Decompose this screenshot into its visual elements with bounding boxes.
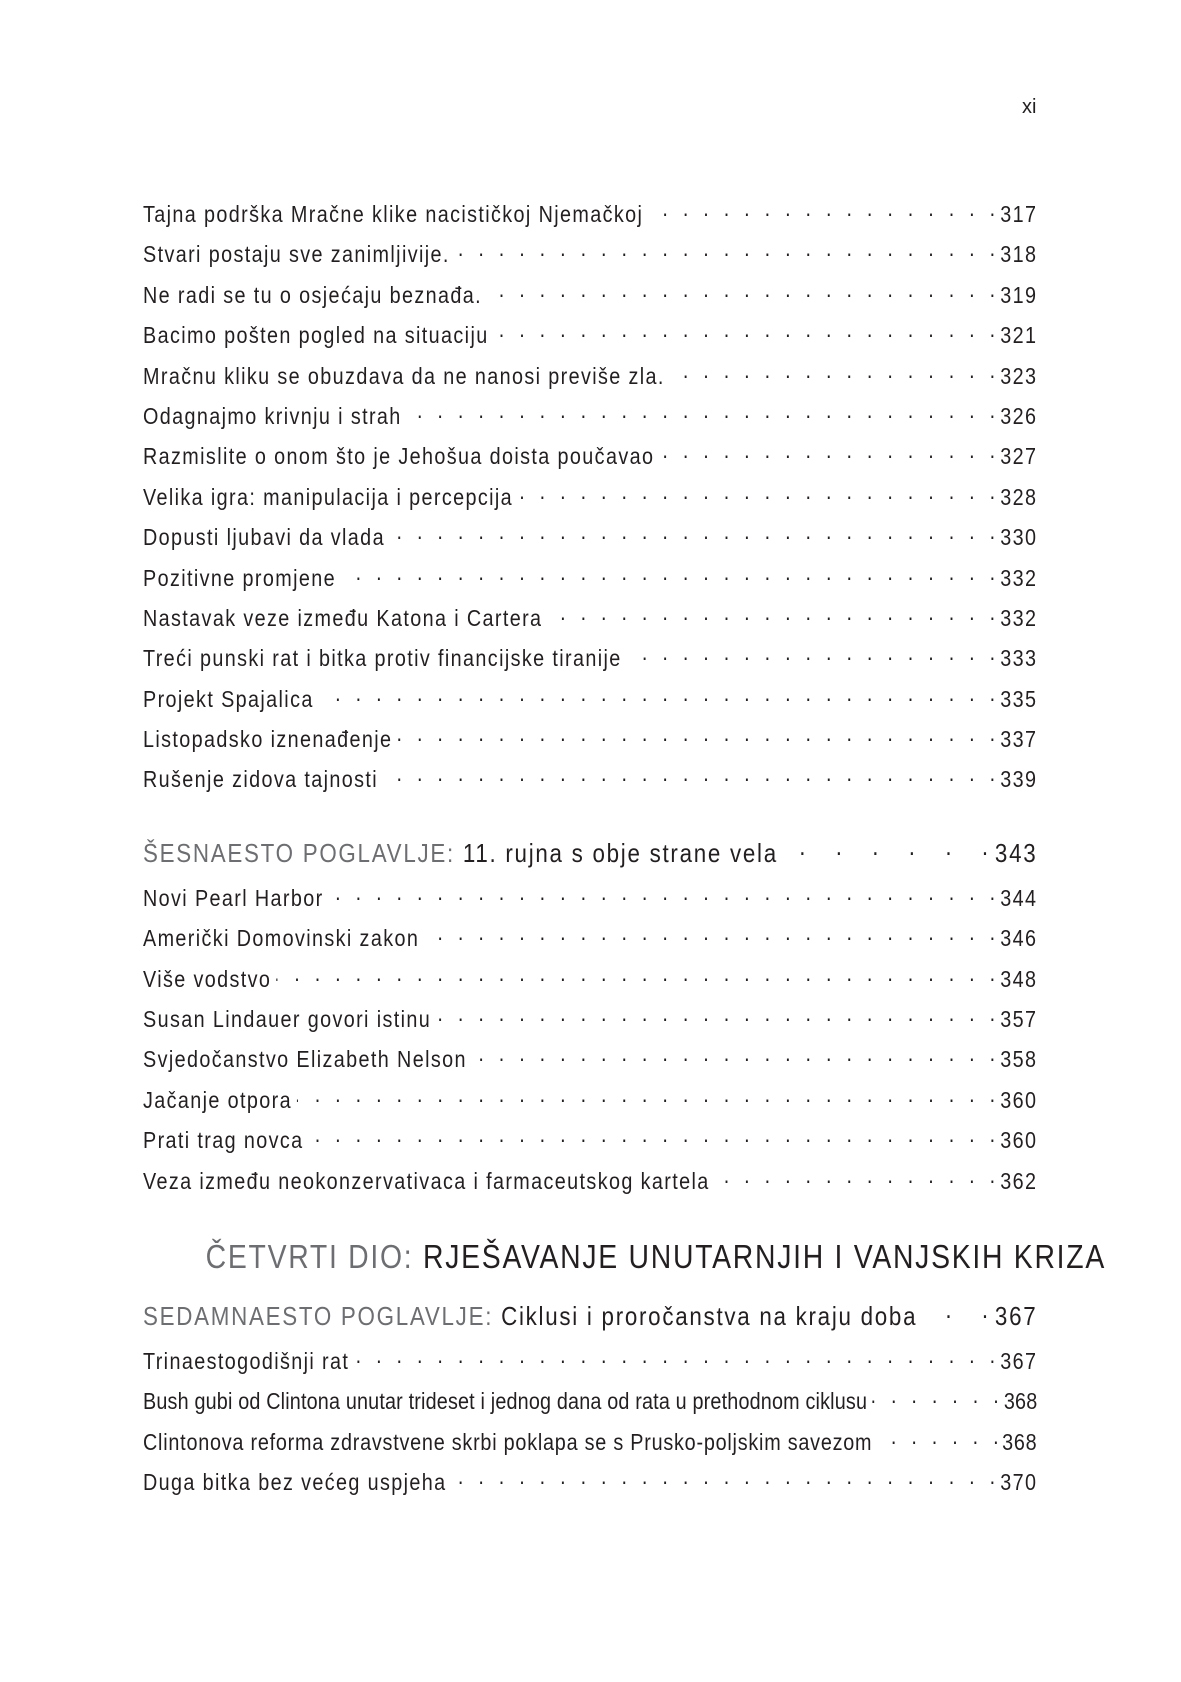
toc-entry-page: 328 bbox=[1000, 483, 1038, 510]
toc-entry-page: 326 bbox=[1000, 402, 1038, 429]
chapter-17-entries bbox=[143, 1342, 1038, 1504]
toc-entry[interactable] bbox=[143, 960, 1037, 1000]
toc-entry-title: Listopadsko iznenađenje bbox=[143, 726, 393, 753]
dot-leader bbox=[276, 960, 995, 987]
toc-entry-page: 360 bbox=[1000, 1086, 1038, 1113]
part-4-heading[interactable] bbox=[205, 1237, 1106, 1294]
dot-leader bbox=[398, 720, 996, 747]
dot-leader bbox=[715, 1162, 995, 1189]
toc-entry[interactable] bbox=[143, 235, 1037, 275]
dot-leader bbox=[494, 316, 995, 343]
toc-entry-title: Svjedočanstvo Elizabeth Nelson bbox=[143, 1046, 467, 1073]
toc-entry-page: 335 bbox=[1000, 685, 1038, 712]
toc-entry[interactable] bbox=[143, 1040, 1037, 1080]
toc-entry[interactable] bbox=[143, 1081, 1037, 1121]
toc-entry-title: Projekt Spajalica bbox=[143, 685, 314, 712]
dot-leader bbox=[548, 599, 996, 626]
dot-leader bbox=[627, 639, 995, 666]
dot-leader bbox=[319, 680, 995, 707]
toc-entry-title: Odagnajmo krivnju i strah bbox=[143, 402, 402, 429]
dot-leader bbox=[660, 437, 996, 464]
toc-entry-title: Američki Domovinski zakon bbox=[143, 925, 420, 952]
toc-entry[interactable] bbox=[143, 1121, 1037, 1161]
toc-entry-title: Stvari postaju sve zanimljivije. bbox=[143, 241, 450, 268]
toc-entry-page: 323 bbox=[1000, 362, 1038, 389]
toc-entry[interactable] bbox=[143, 397, 1037, 437]
toc-entry-page: 358 bbox=[1000, 1046, 1038, 1073]
toc-entry-page: 332 bbox=[1000, 604, 1038, 631]
toc-entry-title: Razmislite o onom što je Jehošua doista poučavao bbox=[143, 443, 655, 470]
toc-entry-title: Clintonova reforma zdravstvene skrbi poklapa se s Prusko-poljskim savezom bbox=[143, 1428, 873, 1455]
toc-entry-title: Rušenje zidova tajnosti bbox=[143, 766, 379, 793]
toc-entry-title: Dopusti ljubavi da vlada bbox=[143, 524, 385, 551]
toc-entry[interactable] bbox=[143, 1000, 1037, 1040]
chapter-16-heading[interactable] bbox=[143, 831, 1037, 879]
toc-entry-page: 339 bbox=[1000, 766, 1038, 793]
toc-entry-title: Velika igra: manipulacija i percepcija bbox=[143, 483, 514, 510]
toc-entry[interactable] bbox=[143, 1162, 1037, 1202]
dot-leader bbox=[472, 1040, 995, 1067]
dot-leader bbox=[922, 1294, 989, 1325]
toc-entry[interactable] bbox=[143, 680, 1037, 720]
toc-entry[interactable] bbox=[143, 437, 1037, 477]
toc-entry-title: Novi Pearl Harbor bbox=[143, 884, 324, 911]
dot-leader bbox=[390, 518, 995, 545]
section1-entries bbox=[143, 195, 1038, 801]
dot-leader bbox=[487, 276, 995, 303]
toc-entry[interactable] bbox=[143, 276, 1037, 316]
toc-entry[interactable] bbox=[143, 1382, 1037, 1422]
page-number: xi bbox=[1022, 96, 1037, 118]
dot-leader bbox=[648, 195, 995, 222]
toc-entry-page: 337 bbox=[1000, 726, 1038, 753]
toc-entry-title: Prati trag novca bbox=[143, 1127, 304, 1154]
toc-entry-page: 327 bbox=[1000, 443, 1038, 470]
toc-entry[interactable] bbox=[143, 919, 1037, 959]
dot-leader bbox=[452, 1463, 995, 1490]
dot-leader bbox=[518, 478, 995, 505]
chapter-16-entries bbox=[143, 879, 1038, 1202]
toc-entry-page: 360 bbox=[1000, 1127, 1038, 1154]
toc-entry[interactable] bbox=[143, 1423, 1037, 1463]
toc-entry-page: 367 bbox=[1000, 1347, 1038, 1374]
toc-entry-page: 348 bbox=[1000, 965, 1038, 992]
toc-entry-page: 321 bbox=[1000, 322, 1038, 349]
toc-entry[interactable] bbox=[143, 639, 1037, 679]
dot-leader bbox=[341, 559, 995, 586]
toc-entry-title: Ne radi se tu o osjećaju beznađa. bbox=[143, 281, 483, 308]
toc-entry-title: Bush gubi od Clintona unutar trideset i jednog dana od rata u prethodnom ciklusu bbox=[143, 1388, 868, 1415]
toc-entry-title: Bacimo pošten pogled na situaciju bbox=[143, 322, 489, 349]
toc-entry-page: 368 bbox=[1002, 1428, 1038, 1455]
toc-entry[interactable] bbox=[143, 316, 1037, 356]
chapter-title: Ciklusi i proročanstva na kraju doba bbox=[501, 1300, 918, 1331]
toc-entry-title: Tajna podrška Mračne klike nacističkoj Njemačkoj bbox=[143, 201, 644, 227]
toc-entry[interactable] bbox=[143, 599, 1037, 639]
toc-entry-title: Mračnu kliku se obuzdava da ne nanosi previše zla. bbox=[143, 362, 665, 389]
dot-leader bbox=[329, 879, 995, 906]
chapter-title: 11. rujna s obje strane vela bbox=[462, 837, 778, 868]
toc-entry[interactable] bbox=[143, 720, 1037, 760]
dot-leader bbox=[436, 1000, 995, 1027]
toc-entry-title: Veza između neokonzervativaca i farmaceutskog kartela bbox=[143, 1167, 710, 1194]
toc-entry[interactable] bbox=[143, 559, 1037, 599]
toc-entry[interactable] bbox=[143, 1342, 1037, 1382]
toc-entry-page: 362 bbox=[1000, 1167, 1038, 1194]
dot-leader bbox=[407, 397, 995, 424]
toc-entry-page: 357 bbox=[1000, 1006, 1038, 1033]
toc-entry[interactable] bbox=[143, 1463, 1037, 1503]
toc-entry-page: 330 bbox=[1000, 524, 1038, 551]
toc-entry-title: Trinaestogodišnji rat bbox=[143, 1347, 350, 1374]
toc-entry-title: Jačanje otpora bbox=[143, 1086, 293, 1113]
chapter-label: SEDAMNAESTO POGLAVLJE: bbox=[143, 1300, 494, 1331]
dot-leader bbox=[424, 919, 995, 946]
toc-entry-page: 346 bbox=[1000, 925, 1038, 952]
chapter-page: 367 bbox=[994, 1300, 1038, 1331]
toc-entry-title: Duga bitka bez većeg uspjeha bbox=[143, 1469, 447, 1496]
dot-leader bbox=[309, 1121, 995, 1148]
dot-leader bbox=[876, 1423, 999, 1450]
part-title: RJEŠAVANJE UNUTARNJIH I VANJSKIH KRIZA bbox=[423, 1237, 1106, 1275]
toc-entry-page: 368 bbox=[1003, 1388, 1038, 1415]
toc-entry-page: 370 bbox=[1000, 1469, 1038, 1496]
toc-entry-title: Treći punski rat i bitka protiv financijske tiranije bbox=[143, 645, 622, 672]
toc-entry[interactable] bbox=[143, 518, 1037, 558]
dot-leader bbox=[872, 1382, 998, 1409]
chapter-page: 343 bbox=[994, 837, 1038, 868]
chapter-label: ŠESNAESTO POGLAVLJE: bbox=[143, 837, 455, 868]
toc-entry-page: 333 bbox=[1000, 645, 1038, 672]
toc-entry-title: Pozitivne promjene bbox=[143, 564, 336, 591]
toc-entry[interactable] bbox=[143, 879, 1037, 919]
dot-leader bbox=[354, 1342, 995, 1369]
toc-entry-title: Susan Lindauer govori istinu bbox=[143, 1006, 432, 1033]
toc-entry[interactable] bbox=[143, 760, 1037, 800]
dot-leader bbox=[455, 235, 995, 262]
toc-entry-page: 318 bbox=[1000, 241, 1038, 268]
toc-entry-page: 344 bbox=[1000, 884, 1038, 911]
toc-entry[interactable] bbox=[143, 478, 1037, 518]
toc-entry-page: 317 bbox=[1000, 201, 1038, 227]
dot-leader bbox=[383, 760, 995, 787]
dot-leader bbox=[670, 357, 995, 384]
chapter-17-heading[interactable] bbox=[143, 1294, 1037, 1342]
toc-entry-title: Nastavak veze između Katona i Cartera bbox=[143, 604, 543, 631]
table-of-contents bbox=[143, 195, 1106, 1504]
toc-entry-page: 319 bbox=[1000, 281, 1038, 308]
part-label: ČETVRTI DIO: bbox=[205, 1237, 414, 1275]
toc-entry[interactable] bbox=[143, 195, 1037, 235]
dot-leader bbox=[297, 1081, 995, 1108]
toc-entry-page: 332 bbox=[1000, 564, 1038, 591]
toc-entry-title: Više vodstvo bbox=[143, 965, 272, 992]
toc-entry[interactable] bbox=[143, 357, 1037, 397]
dot-leader bbox=[783, 831, 990, 862]
